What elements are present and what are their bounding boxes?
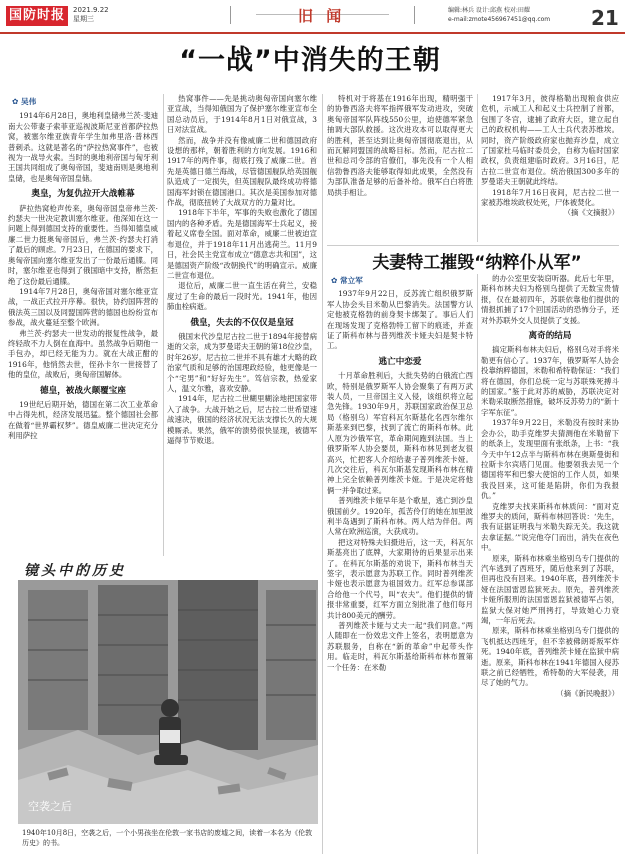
paragraph: 退位后，威廉二世一直生活在荷兰，安稳度过了生命的最后一段时光。1941年，他因肺血栓病逝。 [167, 281, 317, 312]
history-photo-section [18, 560, 318, 852]
article1-column-2 [167, 94, 317, 559]
paragraph: 原来，斯科布林乘坐格别乌专门提供的汽车逃到了西班牙，随后他来到了苏联，但再也没有回来。1940年底，普列维茨卡娅在法国雷恩监狱死去。原先，普列维茨卡娅所服刑的法国雷恩监狱被德军占领，监狱大保对她严刑拷打，导致她心力衰竭，一年后死去。 [481, 553, 619, 625]
article1-column-4 [481, 94, 619, 244]
paragraph: 弗兰茨·约瑟夫一世发动的报复性战争，最终轻敌不力人倒在血海中。虽然战争后期他一手包办，却已经无能为力。就在大战正酣的1916年，他悄然去世，侄孙卡尔一世接替了他的皇位，战败后，奥匈帝国解体。 [8, 328, 158, 380]
article2-subhead-ending: 离奇的结局 [528, 331, 572, 342]
paragraph: 1914年7月28日，奥匈帝国对塞尔维亚宣战，一战正式拉开序幕。很快，协约国阵营的俄法英三国以及同盟国阵营的德国也纷纷宣布参战，战火蔓延至整个欧洲。 [8, 286, 158, 328]
paragraph: 1937年9月22日，反苏流亡组织俄罗斯军人协会头目米勒从巴黎消失。法国警方认定他被克格勃的前身契卡绑架了。事后人们在现场发现了克格勃特工留下的痕迹，并查证了斯科布林与普列维茨卡娅夫妇是契卡特工。 [327, 289, 473, 351]
paragraph: 把这对特殊夫妇摄进后，这一天，科瓦尔斯基亮出了底牌，大家期待的后果显示出来了。在科瓦尔斯基的劝说下，斯科布林当天签字，表示愿意为苏联工作。同时普列维茨卡娅也表示愿意为祖国效力。红军总参谋部合给他一个代号，叫“农夫”。他们提供的情报非常重要，红军方面立刻批准了他们每月共计800美元的酬劳。 [327, 537, 473, 620]
paragraph: 1914年，尼古拉二世糊里糊涂地把国家带入了战争。大战开始之后，尼古拉二世希望速战速决，俄国的经济状况无法支撑长久的大规模厮杀。果然，俄军的溃势很快显现，被德军逼得节节败退。 [167, 394, 317, 445]
paragraph: 热窝事件——先是挑动奥匈帝国向塞尔维亚宣战，当得知俄国为了保护塞尔维亚宣布全国总动员后，于1914年8月1日对俄宣战，3日对法宣战。 [167, 94, 317, 135]
paragraph: 萨拉热窝枪声传来，奥匈帝国皇帝弗兰茨·约瑟夫一世决定教训塞尔维亚。他深知在这一问题上得到德国支持的重要性。当得知德皇威廉二世力挺奥匈帝国后，弗兰茨·约瑟夫打消了最后的顾虑。7月23日，在德国的要求下，奥匈帝国向塞尔维亚发出了一份最后通牒。同时，塞尔维亚也得到了俄国暗中支持，断然拒绝了这份最后通牒。 [8, 203, 158, 286]
issue-date-value: 2021.9.22 [73, 6, 109, 14]
article2-column-1 [327, 274, 473, 854]
article2-column-2 [481, 274, 619, 854]
paragraph: 1918年下半年，军事的失败也激化了德国国内的各种矛盾。先是德国海军士兵起义，接着起义席卷全国。面对革命，威廉二世被迫宣布退位，并于1918年11月出逃荷兰。11月9日，社会民主党宣布成立“德意志共和国”，这是德国资产阶级“改朝换代”的明确宣示。威廉二世宣布退位。 [167, 208, 317, 280]
page-header [0, 0, 625, 34]
article1-source-credit: （摘《文摘报》） [563, 208, 619, 218]
editor-email: e-mail:zmote456967451@qq.com [448, 16, 551, 23]
paragraph: 普列维茨卡娅早年是个歌星，逃亡到沙皇俄国前夕。1920年，孤苦伶仃的她在加里波利半岛遇到了斯科布林。两人结为伴侣。两人常在欧洲巡演，大获成功。 [327, 496, 473, 537]
paragraph: 然而，战争并没有像威廉二世和德国政府设想的那样，朝着胜利的方向发展。1916和1917年的两件事，彻底打残了威廉二世。首先是英德日德兰海战，尽管德国舰队给英国舰队造成了一定损失，但英国舰队最终成功将德国海军封锁在德国港口。其次是美国参加对德作战，彻底扭转了大战双方的力量对比。 [167, 135, 317, 208]
article-divider [327, 245, 619, 246]
article2-source-credit: （摘《新民晚报》） [556, 688, 619, 698]
column-divider [163, 94, 164, 556]
paragraph: 十月革命胜利后，大批失势的白俄流亡西欧，特别是俄罗斯军人协会聚集了有两万武装人员，一旦帝国主义入侵，该组织将立起急先锋。1930年9月，苏联国家政治保卫总局（格别乌）军官科瓦尔斯基化名西尔维尔斯基来到巴黎，找到了流亡的斯科布林。此人原为沙俄军官，革命期间跑到法国。当上俄罗斯军人协会要员，斯科布林见到老友很高兴，忙把客人介绍给妻子普列维茨卡娅。几次交往后，科瓦尔斯基发现斯科布林在精神上完全依赖普列维茨卡娅。于是决定将他俩一并争取过来。 [327, 371, 473, 495]
paragraph: 普列维茨卡娅与丈夫一起“我们同意。”两人随即在一份效忠文件上签名，表明愿意为苏联服务，自称在“新的革命”中起带头作用。临走时，科瓦尔斯基给斯科布林布置第一个任务：在米勒 [327, 621, 473, 672]
photo-caption: 1940年10月8日，空袭之后，一个小男孩坐在伦敦一家书店的废墟之间，读着一本名为《伦敦历史》的书。 [22, 829, 313, 847]
editor-credits [448, 6, 550, 24]
paragraph: 俄国末代沙皇尼古拉二世于1894年接替病逝的父亲，成为罗曼诺夫王朝的第18位沙皇，时年26岁。尼古拉二世并不具有雄才大略的政治家气质和足够的治国理政经验，他更像是一个“宅男”和“好好先生”。笃信宗教，热爱家人，温文尔雅，喜欢安静。 [167, 331, 317, 393]
article2-byline: ✿ 常立军 [331, 276, 363, 285]
article1-column-3 [327, 94, 473, 242]
article2-subhead-romance: 逃亡中恋爱 [378, 356, 422, 367]
section-title: 旧 闻 [298, 7, 346, 25]
paragraph: 1937年9月22日，米勒没有按时来协会办公，助手克维罗夫猜测他在米勒留下的纸条上，发现里面有张纸条，上书：“我今天中午12点半与斯科布林在奥斯曼街和拉斯卡尔宾塔门见面。他要领我去见一个德国将军和巴黎大使馆的工作人员，如果我没回来，这可能是陷阱，你们为我报仇。” [481, 418, 619, 501]
issue-date [73, 6, 109, 24]
photo-illustration [18, 580, 318, 824]
paragraph: 1918年7月16日夜间，尼古拉二世一家被苏维埃政权处死，尸体被焚化。 [481, 187, 619, 208]
article1-subhead-germany: 德皇，被战火颠覆宝座 [40, 385, 126, 396]
paragraph: 克维罗夫找来斯科布林质问：“面对克维罗夫的质问，斯科布林回答说：‘先生，我有证据证明我与米勒失踪无关。我这就去拿证据。’”说完他夺门而出，消失在夜色中。 [481, 501, 619, 553]
paragraph: 19世纪后期开始，德国在第二次工业革命中占得先机，经济发展迅猛。整个德国社会都在做着“世界霸权梦”。德皇威廉二世决定充分利用萨拉 [8, 399, 158, 441]
article1-column-1 [8, 94, 158, 559]
paragraph: 特机对于将基在1916年出现，精明强干的协鲁西洛夫将军指挥俄军发动进攻，突破奥匈帝国军队阵线550公里，迫使德军紧急抽调大部队救援。这次进攻本可以取得更大的胜利，甚至达到让奥匈帝国彻底退出，从而瓦解同盟国的战略目标。然而，尼古拉二世和总司令部的官僚们，事先没有一个人相信勃鲁西洛夫能够取得如此成果，全然没有为部队准备足够的后备补给。俄军白白将胜局拱手相让。 [327, 94, 473, 197]
column-divider [477, 274, 478, 854]
paragraph: 原来，斯科布林乘坐格别乌专门提供的飞机抵达西班牙，但不幸被佛朗哥叛军炸死。1940年底，普列维茨卡娅在监狱中病逝。原来，斯科布林在1941年德国入侵苏联之前已经牺牲，希特勒的大军侵袭，用尽了她的气力。 [481, 626, 619, 688]
paragraph: 1917年3月，彼得格勒出现粮食供应危机，示威工人和起义士兵控制了首都，包围了冬宫，逮捕了政府大臣，建立起自己的政权机构——工人士兵代表苏维埃。同时，资产阶级政府家也抛弃沙皇，成立了国家杜马临时委员会，自称为临时国家政权，负责组建临时政府。3月16日，尼古拉二世宣布退位。统治俄国300多年的罗曼诺夫王朝就此终结。 [481, 94, 619, 187]
paragraph: 搞定斯科布林夫妇后，格别乌对手将米勒更有信心了。1937年，俄罗斯军人协会投靠纳粹德国，米勒和希特勒保证：“我们将在德国，你们总统一定与苏联殊死搏斗的国家。”鉴于此对苏的威胁，苏联决定对米勒采取断然措施，破坏反苏势力的“新十字军东征”。 [481, 345, 619, 417]
column-divider [477, 94, 478, 242]
bookshop-ruins-photo [18, 580, 318, 824]
paragraph: 1914年6月28日，奥地利皇储弗兰茨·斐迪南大公带妻子索菲亚巡视波斯尼亚首都萨拉热窝，被塞尔维亚族青年学生加弗里洛·普林西普刺杀。这就是著名的“萨拉热窝事件”，也被视为一战导火索。当时的奥地利帝国与匈牙利王国共同组成了奥匈帝国，斐迪南则是奥地利皇储，也是奥匈帝国皇储。 [8, 111, 158, 183]
article1-subhead-austria: 奥皇，为复仇拉开大战帷幕 [31, 189, 135, 200]
issue-weekday: 星期三 [73, 15, 94, 23]
column-divider [322, 94, 323, 854]
article2-headline: 夫妻特工摧毁“纳粹仆从军” [372, 253, 582, 273]
page-number: 21 [591, 6, 619, 30]
photo-section-title: 镜头中的历史 [24, 563, 126, 579]
photo-overlay-label: 空袭之后 [28, 800, 72, 813]
masthead-logo: 国防时报 [6, 6, 68, 26]
article1-byline: ✿ 吴伟 [12, 97, 37, 106]
editor-names: 编辑:林兵 设计:邱燕 校对:田耀 [448, 7, 530, 14]
article1-headline: “一战”中消失的王朝 [179, 45, 441, 76]
article1-subhead-russia: 俄皇，失去的不仅仅是皇冠 [190, 317, 294, 328]
paragraph: 的办公室里安装窃听器。此后七年里，斯科布林夫妇为格别乌提供了无数宝贵情报，仅在最初四年，苏联依靠他们提供的情报抓捕了17个回国活动的恐怖分子，还对外苏联外交人员提供了支援。 [481, 274, 619, 325]
